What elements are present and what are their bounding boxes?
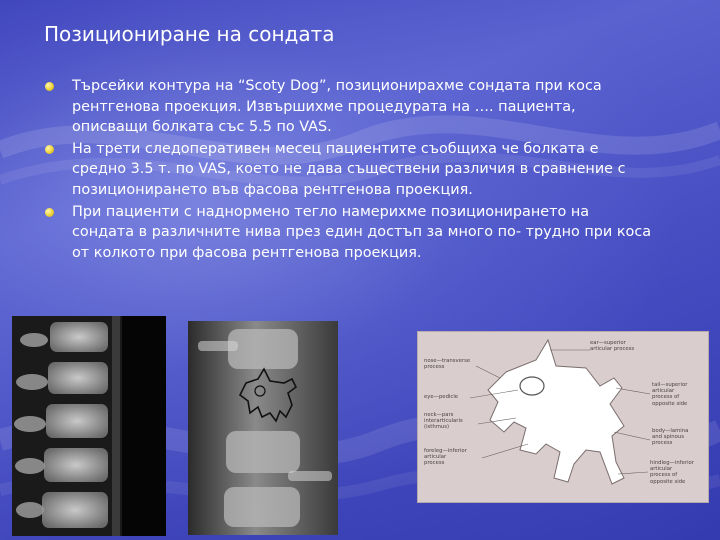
xray-image-scotty-dog — [188, 321, 338, 535]
label-tail: tail—superior articular process of opposite side — [652, 382, 688, 407]
bullet-icon — [45, 145, 54, 154]
bullet-item — [44, 139, 654, 201]
label-eye: eye—pedicle — [424, 394, 459, 400]
label-neck: neck—pars interarticularis (isthmus) — [424, 412, 463, 431]
bullet-item — [44, 202, 654, 264]
label-body: body—lamina and spinous process — [652, 428, 689, 447]
xray-image-oblique-spine — [12, 316, 166, 536]
bullet-text: При пациенти с наднормено тегло намерихме позиционирането на сондата в различните нива през един достъп за много по- трудно при коса от колкото при фасова рентгенова проекция. — [72, 203, 652, 261]
bullet-item — [44, 76, 654, 138]
bullet-text: На трети следоперативен месец пациентите съобщиха че болката е средно 3.5 т. по VAS, което не дава съществени различия в сравнение с позиционирането във фасова рентгенова проекция. — [72, 140, 626, 198]
label-hindleg: hindleg—inferior articular process of opposite side — [650, 460, 694, 485]
slide-title: Позициониране на сондата — [44, 22, 335, 46]
bullet-icon — [45, 208, 54, 217]
label-nose: nose—transverse process — [424, 358, 471, 371]
scotty-dog-shape — [488, 340, 624, 484]
bullet-list — [44, 76, 654, 264]
scotty-dog-diagram — [417, 331, 709, 503]
bullet-icon — [45, 82, 54, 91]
label-ear: ear—superior articular process — [590, 340, 635, 353]
bullet-text: Търсейки контура на “Scoty Dog”, позиционирахме сондата при коса рентгенова проекция. Извършихме процедурата на …. пациента, описващи болката със 5.5 по VAS. — [72, 78, 602, 136]
label-foreleg: foreleg—inferior articular process — [424, 448, 467, 467]
